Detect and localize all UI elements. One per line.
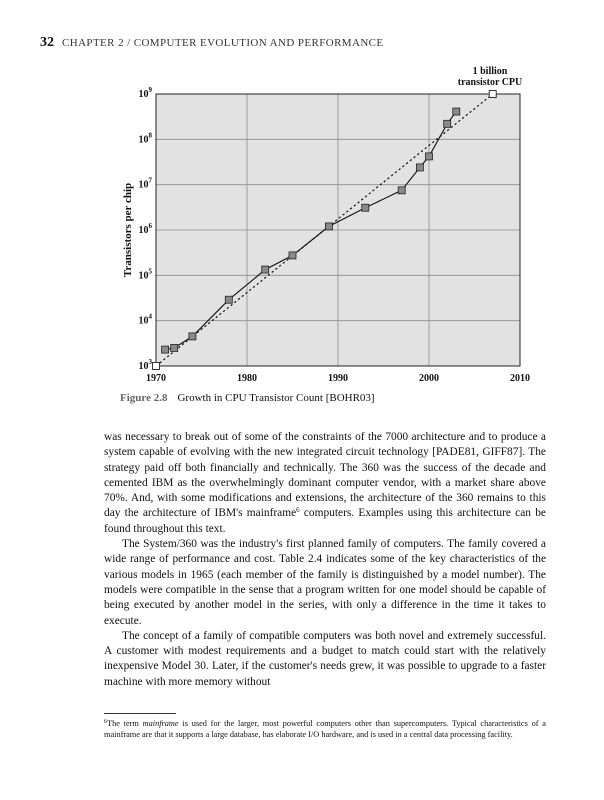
page-number: 32 [40, 35, 54, 50]
y-tick-label-8: $10^8$ [138, 131, 152, 146]
trend-endpoint-marker-2007 [489, 91, 496, 98]
data-point-1971 [162, 346, 169, 353]
footnote-text: is used for the larger, most powerful computers other than supercomputers. Typical characteristics of a mainframe are that it supports a large database, has elaborate I/O hardware, and is used in a central data processing facility. [104, 719, 546, 739]
footnote [104, 718, 546, 740]
running-title: CHAPTER 2 / COMPUTER EVOLUTION AND PERFORMANCE [62, 37, 384, 49]
data-point-1972 [171, 344, 178, 351]
paragraph-2: The System/360 was the industry's first planned family of computers. The family covered a wide range of performance and cost. Table 2.4 indicates some of the key characteristics of the various models in 1965 (each member of the family is distinguished by a model number). The models were compatible in the sense that a program written for one model should be capable of being executed by another model in the series, with only a difference in the time it takes to execute. [104, 538, 546, 627]
x-tick-label-1970: 1970 [146, 373, 166, 384]
data-point-2002 [444, 120, 451, 127]
data-point-1993 [362, 204, 369, 211]
paragraph-1-text-end: computers. Examples using this architecture can be found throughout this text. [104, 507, 546, 535]
y-tick-label-6: $10^6$ [138, 222, 152, 236]
trend-endpoint-marker-1970 [153, 363, 160, 370]
data-point-2000 [426, 153, 433, 160]
x-tick-label-1980: 1980 [237, 373, 257, 384]
figure-label: Figure 2.8 [120, 392, 168, 404]
figure-caption-text: Growth in CPU Transistor Count [BOHR03] [177, 392, 375, 404]
body-text [104, 430, 546, 690]
paragraph-3: The concept of a family of compatible computers was both novel and extremely successful. A customer with modest requirements and a budget to match could start with the relatively inexpensive Model 30. Later, if the customer's needs grew, it was possible to upgrade to a faster machine with more memory without [104, 629, 546, 688]
y-tick-label-3: $10^3$ [138, 358, 152, 372]
x-tick-label-2010: 2010 [510, 373, 530, 384]
x-tick-label-1990: 1990 [328, 373, 348, 384]
y-tick-label-4: $10^4$ [138, 312, 152, 327]
data-point-1985 [289, 252, 296, 259]
data-point-1989 [325, 223, 332, 230]
footnote-rule [104, 713, 176, 714]
footnote-term: mainframe [142, 719, 179, 728]
data-point-1978 [225, 296, 232, 303]
footnote-number: 6 [104, 719, 107, 725]
footnote-lead: The term [107, 719, 143, 728]
data-point-1999 [416, 164, 423, 171]
footnote-ref: 6 [296, 506, 300, 515]
paragraph-1-text: was necessary to break out of some of the constraints of the 7000 architecture and to produce a system capable of evolving with the new integrated circuit technology [PADE81, GIFF87]. The strategy paid off both financially and technically. The 360 was the success of the decade and cemented IBM as the overwhelmingly dominant computer vendor, with a market share above 70%. And, with some modifications and extensions, the architecture of the 360 remains to this day the architecture of IBM's mainframe [104, 431, 546, 520]
annotation-line-1: 1 billion [472, 66, 508, 77]
data-point-1974 [189, 333, 196, 340]
y-tick-label-9: $10^9$ [138, 86, 152, 100]
y-tick-label-7: $10^7$ [138, 176, 152, 191]
y-axis-label: Transistors per chip [122, 182, 134, 278]
data-point-1997 [398, 187, 405, 194]
y-tick-label-5: $10^5$ [138, 267, 152, 282]
paragraph-1 [104, 430, 546, 537]
data-point-2003 [453, 108, 460, 115]
data-point-1982 [262, 266, 269, 273]
figure-caption [120, 392, 375, 404]
annotation-line-2: transistor CPU [457, 77, 523, 88]
x-tick-label-2000: 2000 [419, 373, 439, 384]
